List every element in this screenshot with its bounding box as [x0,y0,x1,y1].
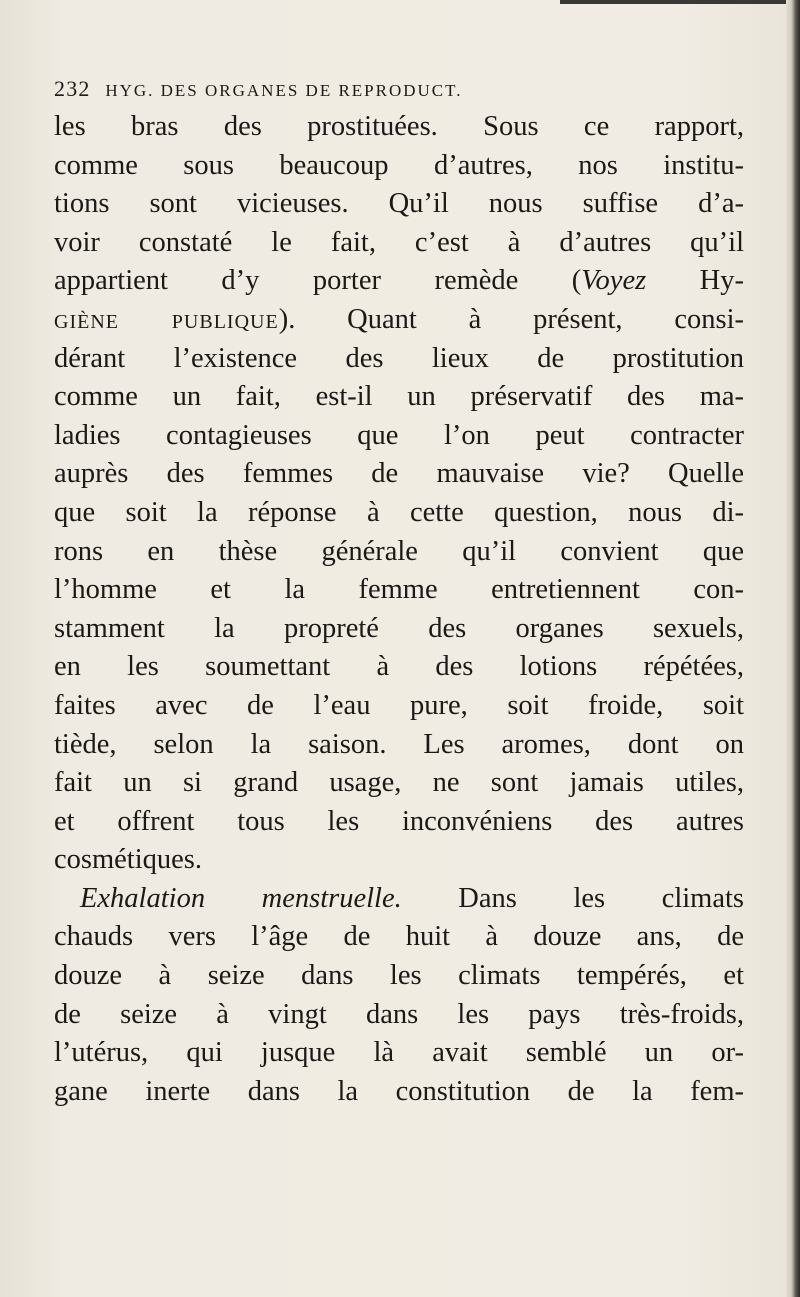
text-line: les bras des prostituées. Sous ce rapport, [54,111,744,142]
text-line: voir constaté le fait, c’est à d’autres qu’il [54,226,744,258]
text-segment: Hy- [646,265,744,297]
text-line: fait un si grand usage, ne sont jamais utiles, [54,767,744,799]
text-line: comme un fait, est-il un préservatif des ma- [54,381,744,413]
text-line [54,880,744,919]
text-line: cosmétiques. [54,844,203,876]
body-text [54,108,744,1111]
text-line: l’homme et la femme entretiennent con- [54,574,744,606]
text-segment: Dans les climats [401,882,745,914]
top-rule [560,0,800,4]
text-line: faites avec de l’eau pure, soit froide, soit [54,689,744,721]
running-header [54,76,734,102]
text-line: auprès des femmes de mauvaise vie? Quelle [54,458,744,490]
text-line: en les soumettant à des lotions répétées, [54,651,744,683]
text-line: tiède, selon la saison. Les aromes, dont on [54,728,744,760]
page-edge-shadow [786,0,800,1297]
text-line: comme sous beaucoup d’autres, nos institu- [54,149,744,181]
text-segment: appartient d’y porter remède ( [54,265,582,297]
text-line: tions sont vicieuses. Qu’il nous suffise d’a- [54,188,744,220]
text-line: rons en thèse générale qu’il convient que [54,535,744,567]
text-line: et offrent tous les inconvéniens des autres [54,805,744,837]
section-heading: Exhalation menstruelle. [80,882,402,914]
text-line: ladies contagieuses que l’on peut contracter [54,419,744,451]
text-segment: ). Quant à présent, consi- [278,303,744,335]
text-line: douze à seize dans les climats tempérés, et [54,960,744,992]
text-line [54,301,744,340]
text-line: dérant l’existence des lieux de prostitution [54,342,744,374]
text-line: stamment la propreté des organes sexuels, [54,612,744,644]
running-title: HYG. DES ORGANES DE REPRODUCT. [105,81,463,100]
smallcaps-reference: giène publique [54,303,279,335]
text-line: l’utérus, qui jusque là avait semblé un or- [54,1037,744,1069]
text-line: gane inerte dans la constitution de la fem- [54,1075,744,1107]
text-line: que soit la réponse à cette question, nous di- [54,496,744,528]
text-line: de seize à vingt dans les pays très-froids, [54,998,744,1030]
italic-reference: Voyez [581,265,647,297]
page-number: 232 [54,76,91,101]
text-line [54,262,744,301]
text-line: chauds vers l’âge de huit à douze ans, de [54,921,744,953]
